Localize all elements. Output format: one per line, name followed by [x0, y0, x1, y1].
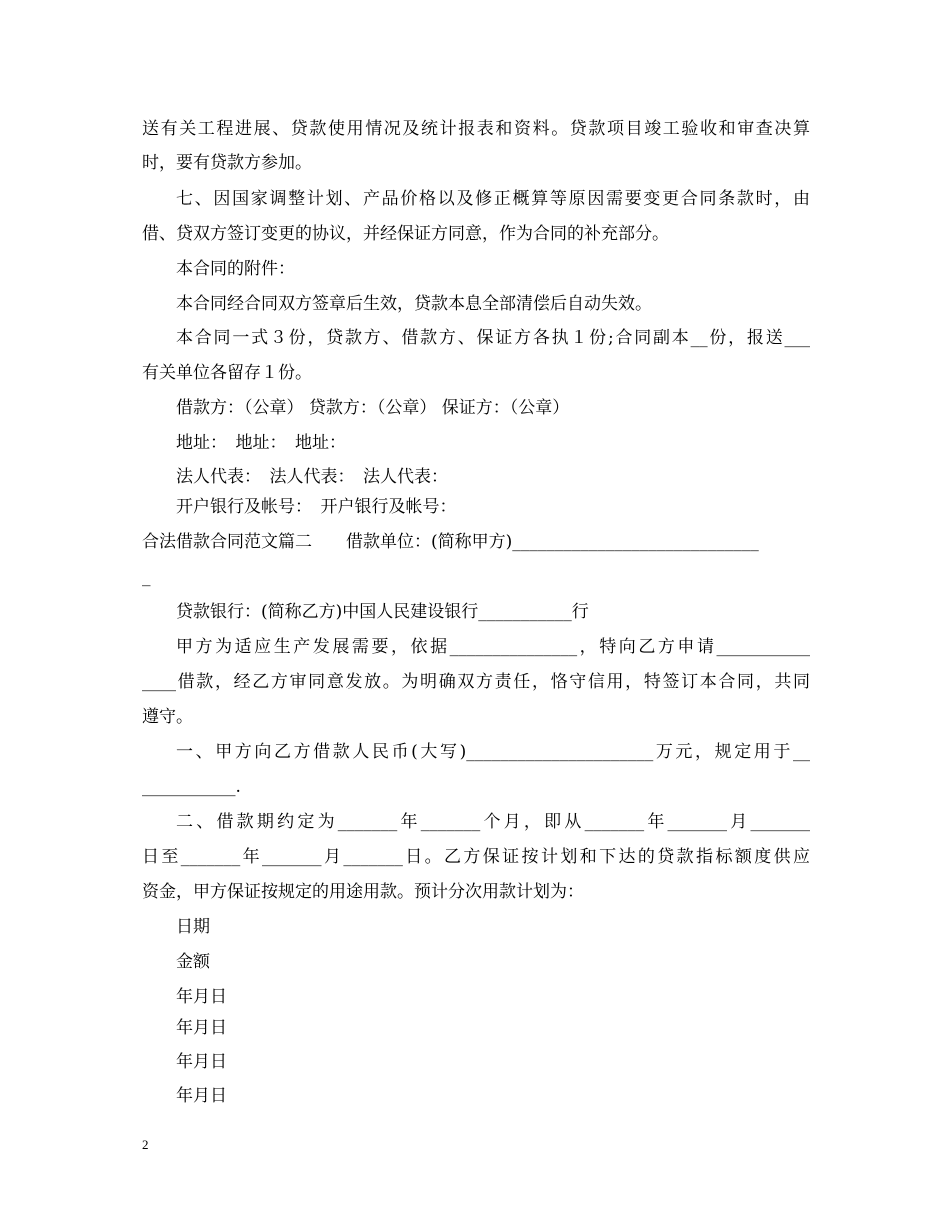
- body-line: 送有关工程进展、贷款使用情况及统计报表和资料。贷款项目竣工验收和审查决算: [142, 119, 810, 139]
- page-number: 2: [142, 1137, 149, 1152]
- date-row: 年月日: [176, 1052, 227, 1072]
- body-line: 时，要有贷款方参加。: [142, 153, 312, 173]
- validity-line: 本合同经合同双方签章后生效，贷款本息全部清偿后自动失效。: [176, 294, 652, 314]
- bank-account-line: 开户银行及帐号： 开户银行及帐号：: [176, 497, 457, 517]
- attachment-line: 本合同的附件：: [176, 259, 295, 279]
- purpose-line: 甲方为适应生产发展需要，依据_______________，特向乙方申请___________: [176, 637, 810, 657]
- body-line: 借、贷双方签订变更的协议，并经保证方同意，作为合同的补充部分。: [142, 224, 669, 244]
- body-line: 日至_______年_______月_______日。乙方保证按计划和下达的贷款指标额度供应: [142, 847, 810, 867]
- body-line: ____借款，经乙方审同意发放。为明确双方责任，恪守信用，特签订本合同，共同: [142, 672, 810, 692]
- section-two-heading: 合法借款合同范文篇二 借款单位：(简称甲方)_____________________________: [142, 532, 759, 552]
- clause-two-line: 二、借款期约定为_______年_______个月，即从_______年_______月_______: [176, 812, 810, 832]
- lender-line: 贷款银行：(简称乙方)中国人民建设银行___________行: [176, 602, 589, 622]
- date-row: 年月日: [176, 1018, 227, 1038]
- date-row: 年月日: [176, 987, 227, 1007]
- address-line: 地址： 地址： 地址：: [176, 433, 346, 453]
- body-line: 有关单位各留存１份。: [142, 363, 312, 383]
- amount-header: 金额: [176, 952, 210, 972]
- date-header: 日期: [176, 917, 210, 937]
- clause-one-line: 一、甲方向乙方借款人民币(大写)______________________万元，规定用于__: [176, 742, 810, 762]
- body-line: _: [142, 567, 151, 587]
- body-line: 遵守。: [142, 707, 193, 727]
- date-row: 年月日: [176, 1086, 227, 1106]
- body-line: ___________.: [142, 777, 241, 797]
- legal-rep-line: 法人代表： 法人代表： 法人代表：: [176, 467, 448, 487]
- body-line: 资金，甲方保证按规定的用途用款。预计分次用款计划为：: [142, 882, 584, 902]
- copies-line: 本合同一式３份，贷款方、借款方、保证方各执１份;合同副本__份，报送___: [176, 328, 810, 348]
- section-seven-line: 七、因国家调整计划、产品价格以及修正概算等原因需要变更合同条款时，由: [176, 189, 810, 209]
- seal-line: 借款方：（公章） 贷款方：（公章） 保证方：（公章）: [176, 398, 570, 418]
